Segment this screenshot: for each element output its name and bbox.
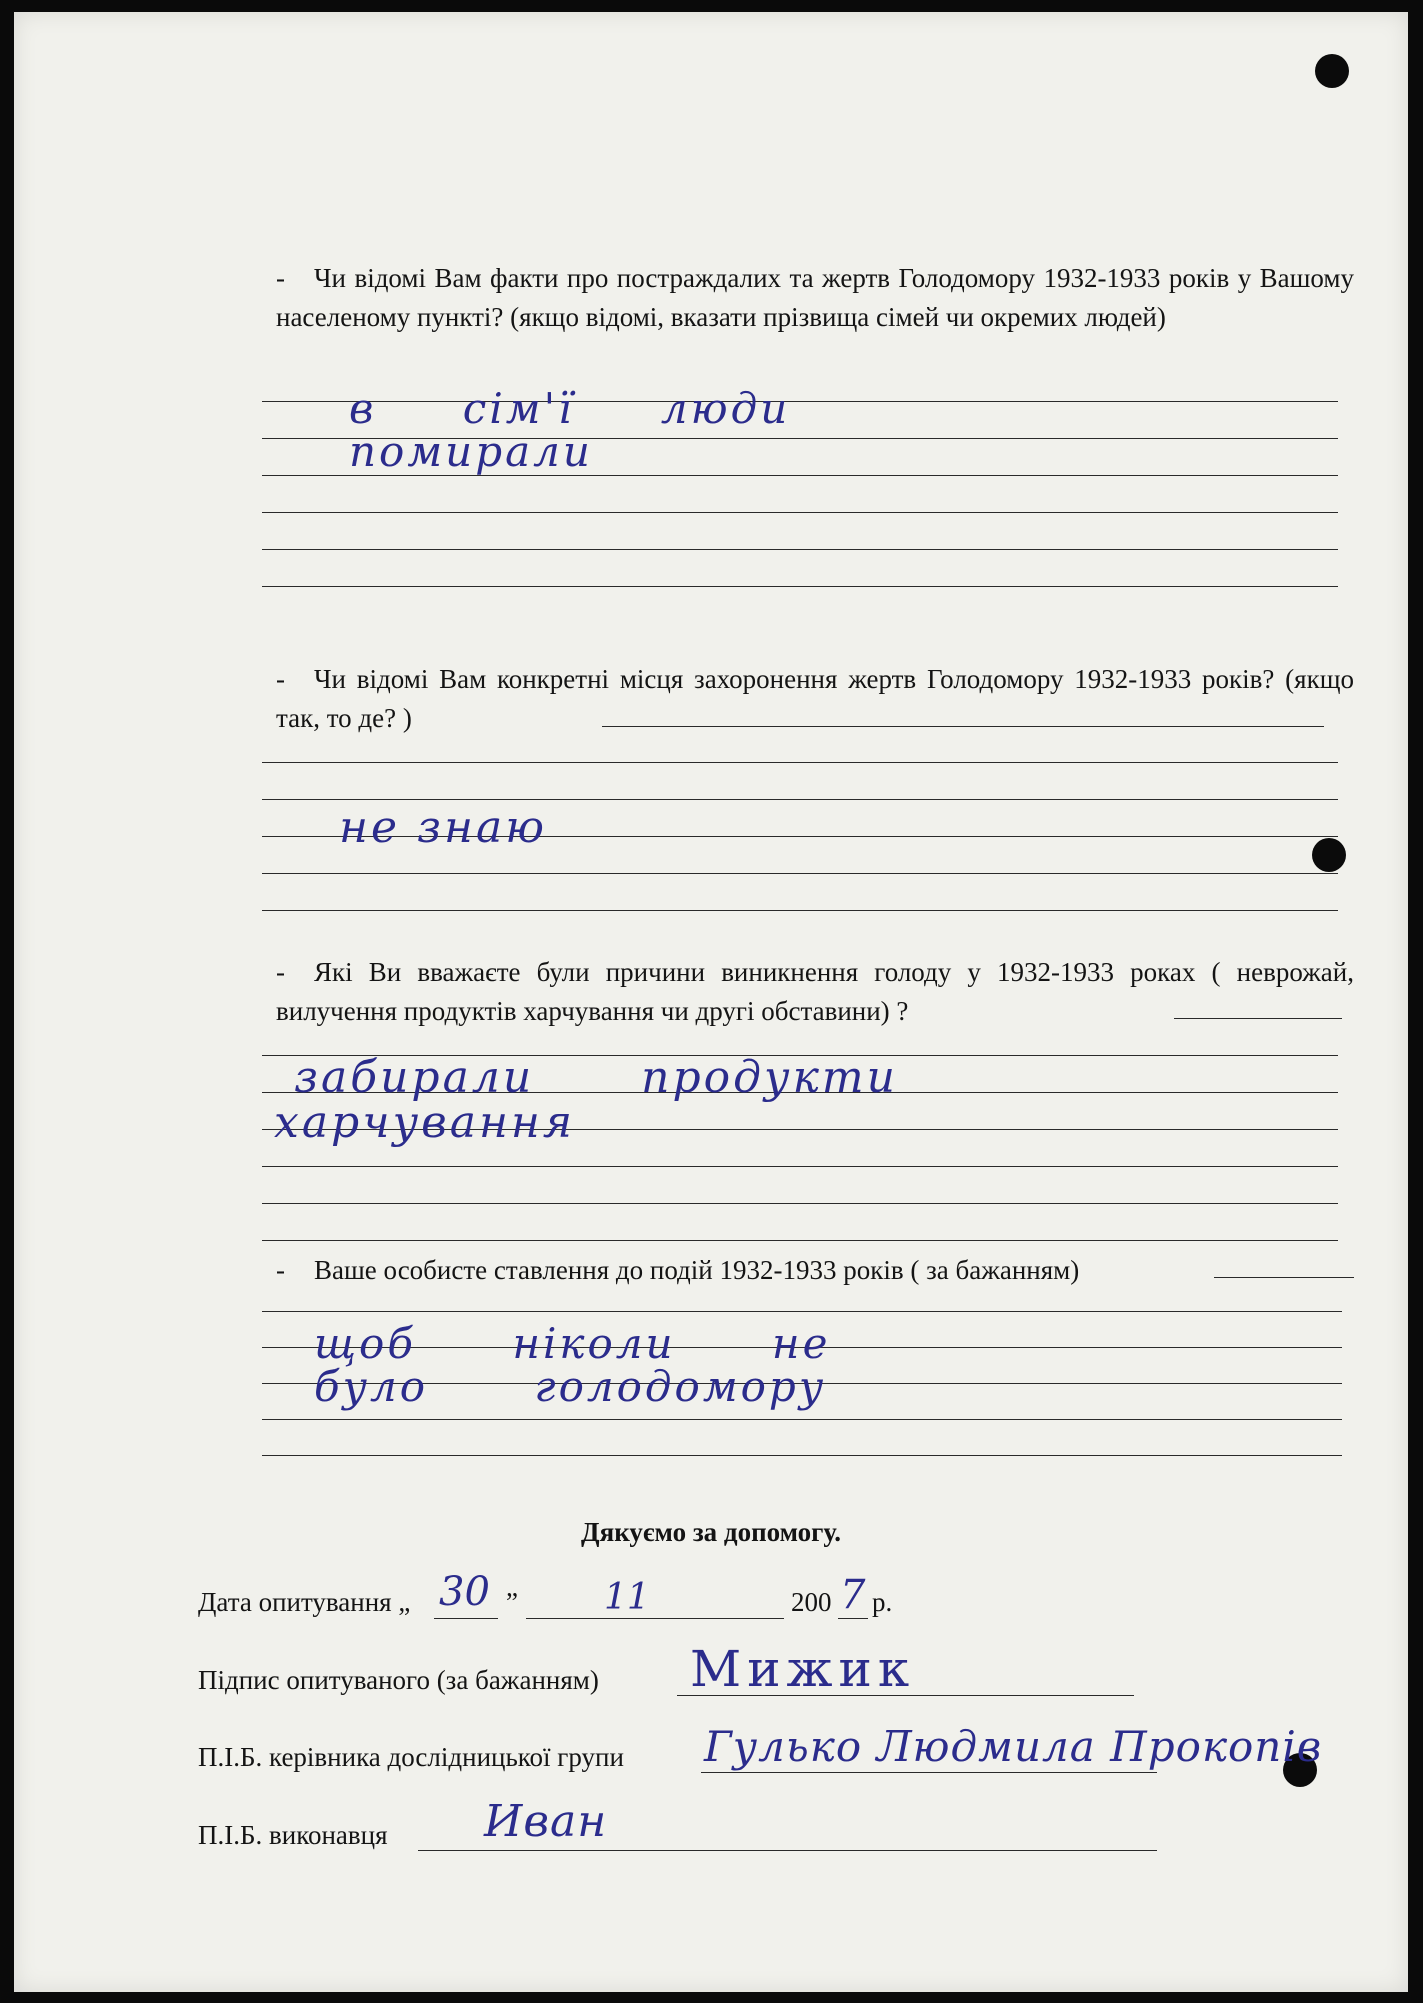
date-closing-quote: ” xyxy=(506,1587,518,1617)
answer-4-line-1: щоб ніколи не xyxy=(314,1319,831,1368)
answer-3-line-2: харчування xyxy=(274,1097,576,1148)
answer-line xyxy=(602,726,1324,727)
questionnaire-sheet xyxy=(14,12,1408,1992)
question-4 xyxy=(276,1251,1354,1290)
answer-line xyxy=(262,1311,1342,1312)
question-dash: - xyxy=(276,1255,285,1285)
question-text: Ваше особисте ставлення до подій 1932-1933 років ( за бажанням) xyxy=(314,1255,1080,1285)
question-dash: - xyxy=(276,263,285,293)
question-1 xyxy=(276,259,1354,337)
answer-line xyxy=(262,1419,1342,1420)
executor-label: П.І.Б. виконавця xyxy=(198,1820,388,1850)
question-text: Чи відомі Вам факти про постраждалих та жертв Голодомору 1932-1933 років у Вашому населеному пункті? (якщо відомі, вказати прізвища сімей чи окремих людей) xyxy=(276,263,1354,332)
answer-line xyxy=(262,1455,1342,1456)
thanks-text: Дякуємо за допомогу. xyxy=(581,1517,841,1547)
date-day-line xyxy=(434,1618,498,1619)
group-leader-label: П.І.Б. керівника дослідницької групи xyxy=(198,1742,624,1772)
answer-line xyxy=(262,1240,1338,1241)
respondent-signature: Мижик xyxy=(690,1640,916,1698)
punch-hole-middle xyxy=(1312,838,1346,872)
interview-date-year-digit: 7 xyxy=(840,1572,866,1618)
answer-2-line-1: не знаю xyxy=(339,802,547,853)
question-text: Які Ви вважаєте були причини виникнення голоду у 1932-1933 роках ( неврожай, вилучення продуктів харчування чи другі обставини) ? xyxy=(276,957,1354,1026)
interview-date-suffix: р. xyxy=(872,1587,893,1617)
group-leader-name: Гулько Людмила Прокопів xyxy=(704,1722,1323,1771)
executor-name: Иван xyxy=(484,1796,608,1847)
punch-hole-top xyxy=(1315,54,1349,88)
answer-line xyxy=(262,873,1338,874)
answer-line xyxy=(1174,1018,1342,1019)
answer-1-line-2: помирали xyxy=(349,427,593,476)
answer-line xyxy=(262,762,1338,763)
question-3 xyxy=(276,953,1354,1031)
answer-line xyxy=(1214,1277,1354,1278)
answer-line xyxy=(262,1166,1338,1167)
answer-line xyxy=(262,549,1338,550)
date-year-line xyxy=(838,1618,868,1619)
answer-4-line-2: було голодомору xyxy=(314,1362,827,1411)
interview-date-label: Дата опитування „ xyxy=(198,1587,411,1617)
question-dash: - xyxy=(276,664,285,694)
leader-line xyxy=(701,1772,1157,1773)
executor-line xyxy=(418,1850,1157,1851)
answer-1-line-1: в сім'ї люди xyxy=(349,384,791,433)
interview-date-month: 11 xyxy=(604,1577,650,1618)
answer-line xyxy=(262,1203,1338,1204)
interview-date-day: 30 xyxy=(439,1569,490,1615)
answer-line xyxy=(262,586,1338,587)
date-month-line xyxy=(526,1618,784,1619)
question-dash: - xyxy=(276,957,285,987)
answer-line xyxy=(262,910,1338,911)
answer-line xyxy=(262,512,1338,513)
answer-3-line-1: забирали продукти xyxy=(294,1052,898,1103)
answer-line xyxy=(262,799,1338,800)
respondent-signature-label: Підпис опитуваного (за бажанням) xyxy=(198,1665,599,1695)
interview-date-year-prefix: 200 xyxy=(791,1587,832,1617)
question-text: Чи відомі Вам конкретні місця захоронення жертв Голодомору 1932-1933 років? (якщо так, то де? ) xyxy=(276,664,1354,733)
